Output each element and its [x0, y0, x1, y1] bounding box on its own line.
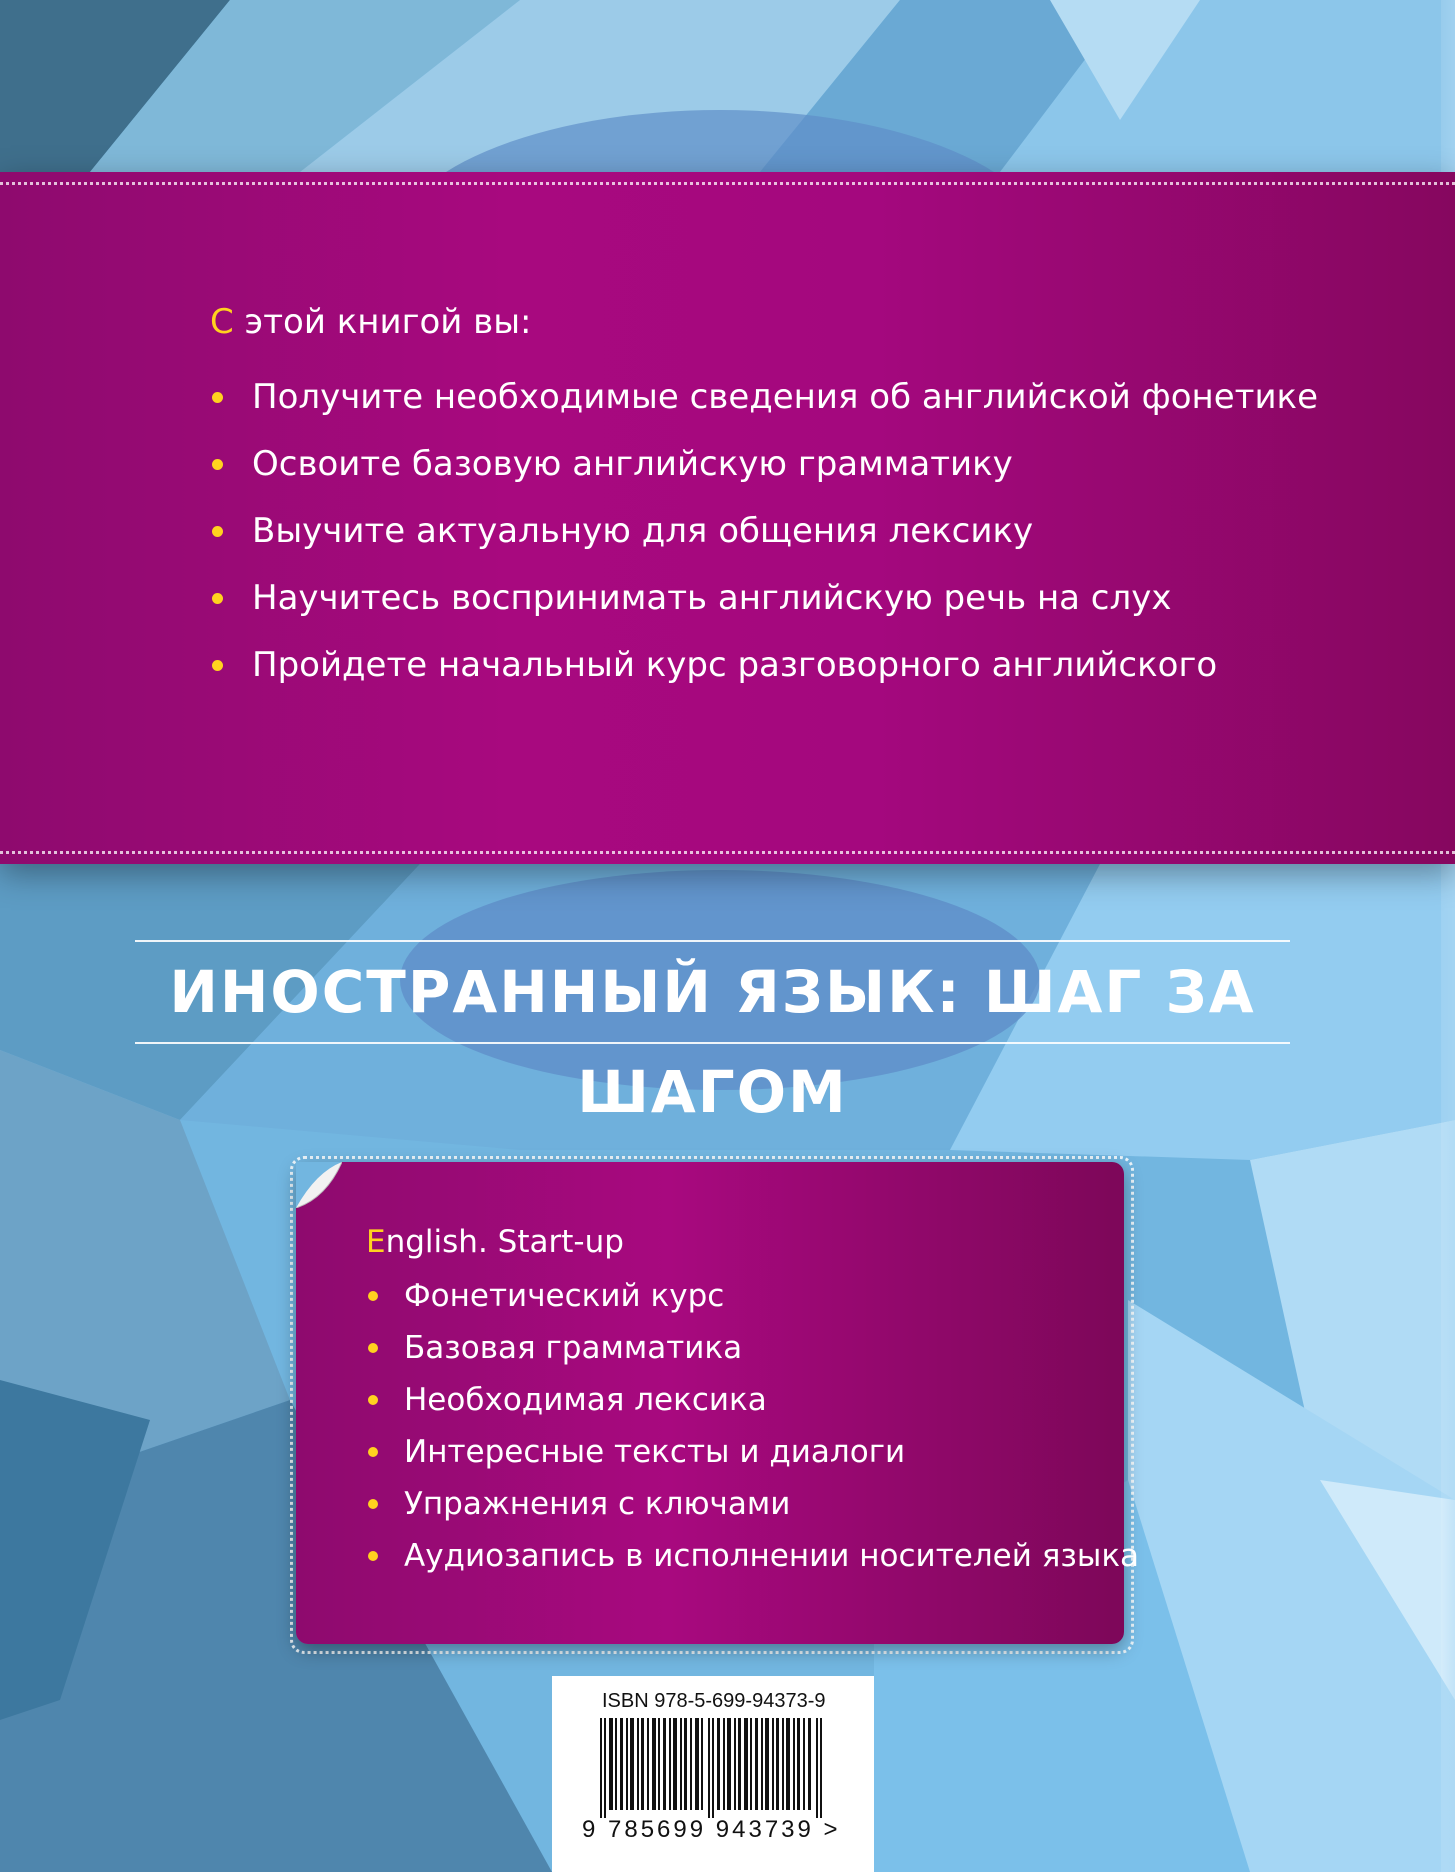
card-title — [366, 1224, 624, 1260]
intro-initial: С — [210, 302, 234, 342]
list-item: Упражнения с ключами — [366, 1478, 1139, 1530]
list-item: Интересные тексты и диалоги — [366, 1426, 1139, 1478]
bullet-icon — [212, 459, 223, 470]
bullet-icon — [212, 593, 223, 604]
barcode-number: 9 785699 943739 > — [582, 1816, 841, 1843]
card-title-initial: E — [366, 1224, 386, 1260]
bullet-icon — [368, 1551, 378, 1561]
dotted-border-top — [0, 182, 1455, 185]
list-item: Выучите актуальную для общения лексику — [210, 498, 1318, 565]
barcode-icon — [600, 1718, 826, 1818]
card-title-rest: nglish. Start-up — [385, 1224, 624, 1260]
bullet-icon — [368, 1499, 378, 1509]
intro-text — [210, 302, 532, 342]
list-item: Базовая грамматика — [366, 1322, 1139, 1374]
list-item: Фонетический курс — [366, 1270, 1139, 1322]
bullet-icon — [368, 1291, 378, 1301]
contents-card — [296, 1162, 1140, 1644]
list-item: Освоите базовую английскую грамматику — [210, 431, 1318, 498]
bullet-icon — [368, 1395, 378, 1405]
list-item: Необходимая лексика — [366, 1374, 1139, 1426]
list-item: Научитесь воспринимать английскую речь на слух — [210, 565, 1318, 632]
bullet-icon — [368, 1447, 378, 1457]
series-title: ИНОСТРАННЫЙ ЯЗЫК: ШАГ ЗА ШАГОМ — [135, 940, 1290, 1044]
list-item: Аудиозапись в исполнении носителей языка — [366, 1530, 1139, 1582]
bullet-icon — [212, 660, 223, 671]
intro-rest: этой книгой вы: — [233, 302, 532, 342]
benefits-band — [0, 172, 1455, 864]
bullet-icon — [368, 1343, 378, 1353]
benefits-list — [210, 364, 1318, 699]
list-item: Получите необходимые сведения об английской фонетике — [210, 364, 1318, 431]
bullet-icon — [212, 392, 223, 403]
barcode-panel — [552, 1676, 874, 1872]
dotted-border-bottom — [0, 851, 1455, 854]
contents-list — [366, 1270, 1139, 1582]
page-curl-icon — [296, 1162, 342, 1208]
bullet-icon — [212, 526, 223, 537]
list-item: Пройдете начальный курс разговорного английского — [210, 632, 1318, 699]
isbn-text: ISBN 978-5-699-94373-9 — [602, 1690, 826, 1712]
